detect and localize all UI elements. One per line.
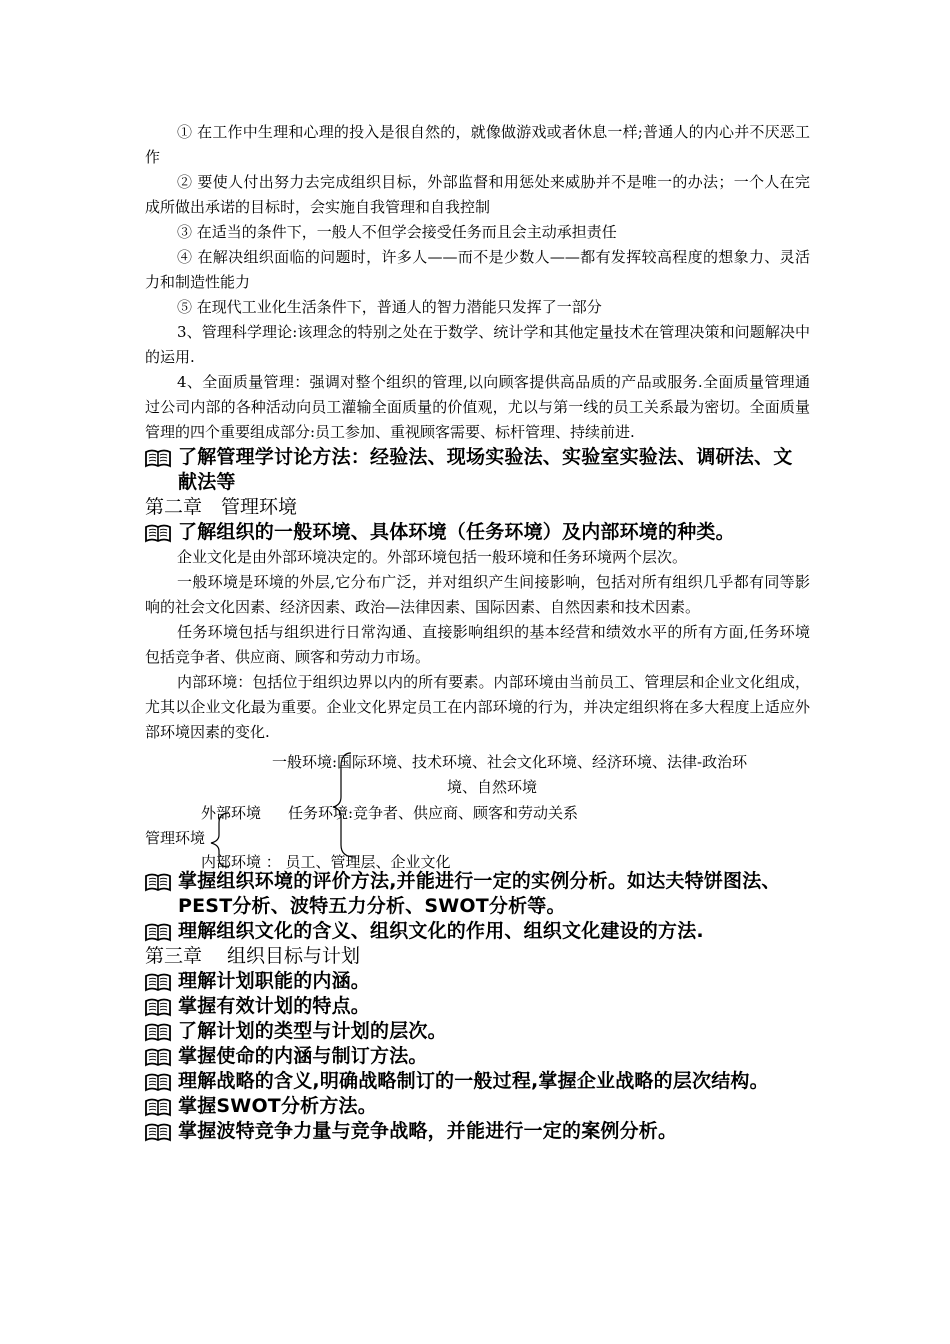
- book-icon: [145, 1023, 171, 1042]
- paragraph-task-env: 任务环境包括与组织进行日常沟通、直接影响组织的基本经营和绩效水平的所有方面,任务环境包括竞争者、供应商、顾客和劳动力市场。: [145, 623, 810, 666]
- book-icon: [145, 1123, 171, 1142]
- heading-effective-plan: [145, 994, 810, 1019]
- paragraph-point-4: ④ 在解决组织面临的问题时，许多人——而不是少数人——都有发挥较高程度的想象力、灵活力和制造性能力: [145, 248, 810, 291]
- management-env-label: 管理环境: [145, 829, 206, 847]
- paragraph-point-5: ⑤ 在现代工业化生活条件下，普通人的智力潜能只发挥了一部分: [177, 298, 602, 316]
- general-env-line1: 一般环境:国际环境、技术环境、社会文化环境、经济环境、法律-政治环: [272, 753, 748, 771]
- heading-text: 理解组织文化的含义、组织文化的作用、组织文化建设的方法.: [178, 920, 704, 942]
- heading-text: 理解计划职能的内涵。: [178, 970, 371, 992]
- task-env-label: 任务环境:竞争者、供应商、顾客和劳动关系: [288, 804, 579, 822]
- heading-text: 了解管理学讨论方法：经验法、现场实验法、实验室实验法、调研法、文献法等: [178, 446, 793, 493]
- book-icon: [145, 1098, 171, 1117]
- book-icon: [145, 973, 171, 992]
- heading-porter: [145, 1119, 810, 1144]
- heading-env-evaluation: [145, 869, 810, 919]
- heading-org-culture: [145, 919, 810, 944]
- paragraph-management-science: 3、管理科学理论:该理念的特别之处在于数学、统计学和其他定量技术在管理决策和问题解决中的运用.: [145, 323, 810, 366]
- paragraph-point-2: ② 要使人付出努力去完成组织目标，外部监督和用惩处来威胁并不是唯一的办法；一个人在完成所做出承诺的目标时，会实施自我管理和自我控制: [145, 173, 810, 216]
- heading-text: 理解战略的含义,明确战略制订的一般过程,掌握企业战略的层次结构。: [178, 1070, 769, 1092]
- general-env-line2: 境、自然环境: [447, 778, 538, 796]
- book-icon: [145, 998, 171, 1017]
- paragraph-internal-env: 内部环境：包括位于组织边界以内的所有要素。内部环境由当前员工、管理层和企业文化组成，尤其以企业文化最为重要。企业文化界定员工在内部环境的行为，并决定组织将在多大程度上适应外部环境因素的变化.: [145, 673, 810, 741]
- book-icon: [145, 524, 171, 543]
- book-icon: [145, 873, 171, 892]
- heading-text: 掌握有效计划的特点。: [178, 995, 371, 1017]
- document-page: [145, 120, 810, 1144]
- chapter-3-title: 第三章 组织目标与计划: [145, 945, 361, 967]
- heading-mission: [145, 1044, 810, 1069]
- paragraph-point-1: ① 在工作中生理和心理的投入是很自然的，就像做游戏或者休息一样;普通人的内心并不厌恶工作: [145, 123, 810, 166]
- heading-text: 掌握组织环境的评价方法,并能进行一定的实例分析。如达夫特饼图法、PEST分析、波特五力分析、SWOT分析等。: [178, 870, 781, 917]
- paragraph-total-quality: 4、全面质量管理：强调对整个组织的管理,以向顾客提供高品质的产品或服务.全面质量管理通过公司内部的各种活动向员工灌输全面质量的价值观，尤以与第一线的员工关系最为密切。全面质量管理的四个重要组成部分:员工参加、重视顾客需要、标杆管理、持续前进.: [145, 373, 810, 441]
- paragraph-point-3: ③ 在适当的条件下，一般人不但学会接受任务而且会主动承担责任: [177, 223, 617, 241]
- heading-plan-types: [145, 1019, 810, 1044]
- heading-text: 了解组织的一般环境、具体环境（任务环境）及内部环境的种类。: [178, 521, 735, 543]
- book-icon: [145, 923, 171, 942]
- heading-research-methods: [145, 445, 810, 495]
- paragraph-general-env: 一般环境是环境的外层,它分布广泛，并对组织产生间接影响，包括对所有组织几乎都有同等影响的社会文化因素、经济因素、政治—法律因素、国际因素、自然因素和技术因素。: [145, 573, 810, 616]
- paragraph-culture: 企业文化是由外部环境决定的。外部环境包括一般环境和任务环境两个层次。: [177, 548, 688, 566]
- chapter-2-title: 第二章 管理环境: [145, 496, 298, 518]
- heading-swot: [145, 1094, 810, 1119]
- internal-env-label: 内部环境 ： 员工、管理层、企业文化: [201, 853, 451, 871]
- book-icon: [145, 1048, 171, 1067]
- book-icon: [145, 449, 171, 468]
- heading-text: 掌握使命的内涵与制订方法。: [178, 1045, 428, 1067]
- environment-diagram: [145, 745, 810, 869]
- heading-planning-function: [145, 969, 810, 994]
- heading-environment-types: [145, 520, 810, 545]
- heading-text: 掌握波特竞争力量与竞争战略，并能进行一定的案例分析。: [178, 1120, 678, 1142]
- heading-text: 了解计划的类型与计划的层次。: [178, 1020, 447, 1042]
- heading-text: 掌握SWOT分析方法。: [178, 1095, 377, 1117]
- heading-strategy: [145, 1069, 810, 1094]
- book-icon: [145, 1073, 171, 1092]
- external-env-label: 外部环境: [201, 804, 262, 822]
